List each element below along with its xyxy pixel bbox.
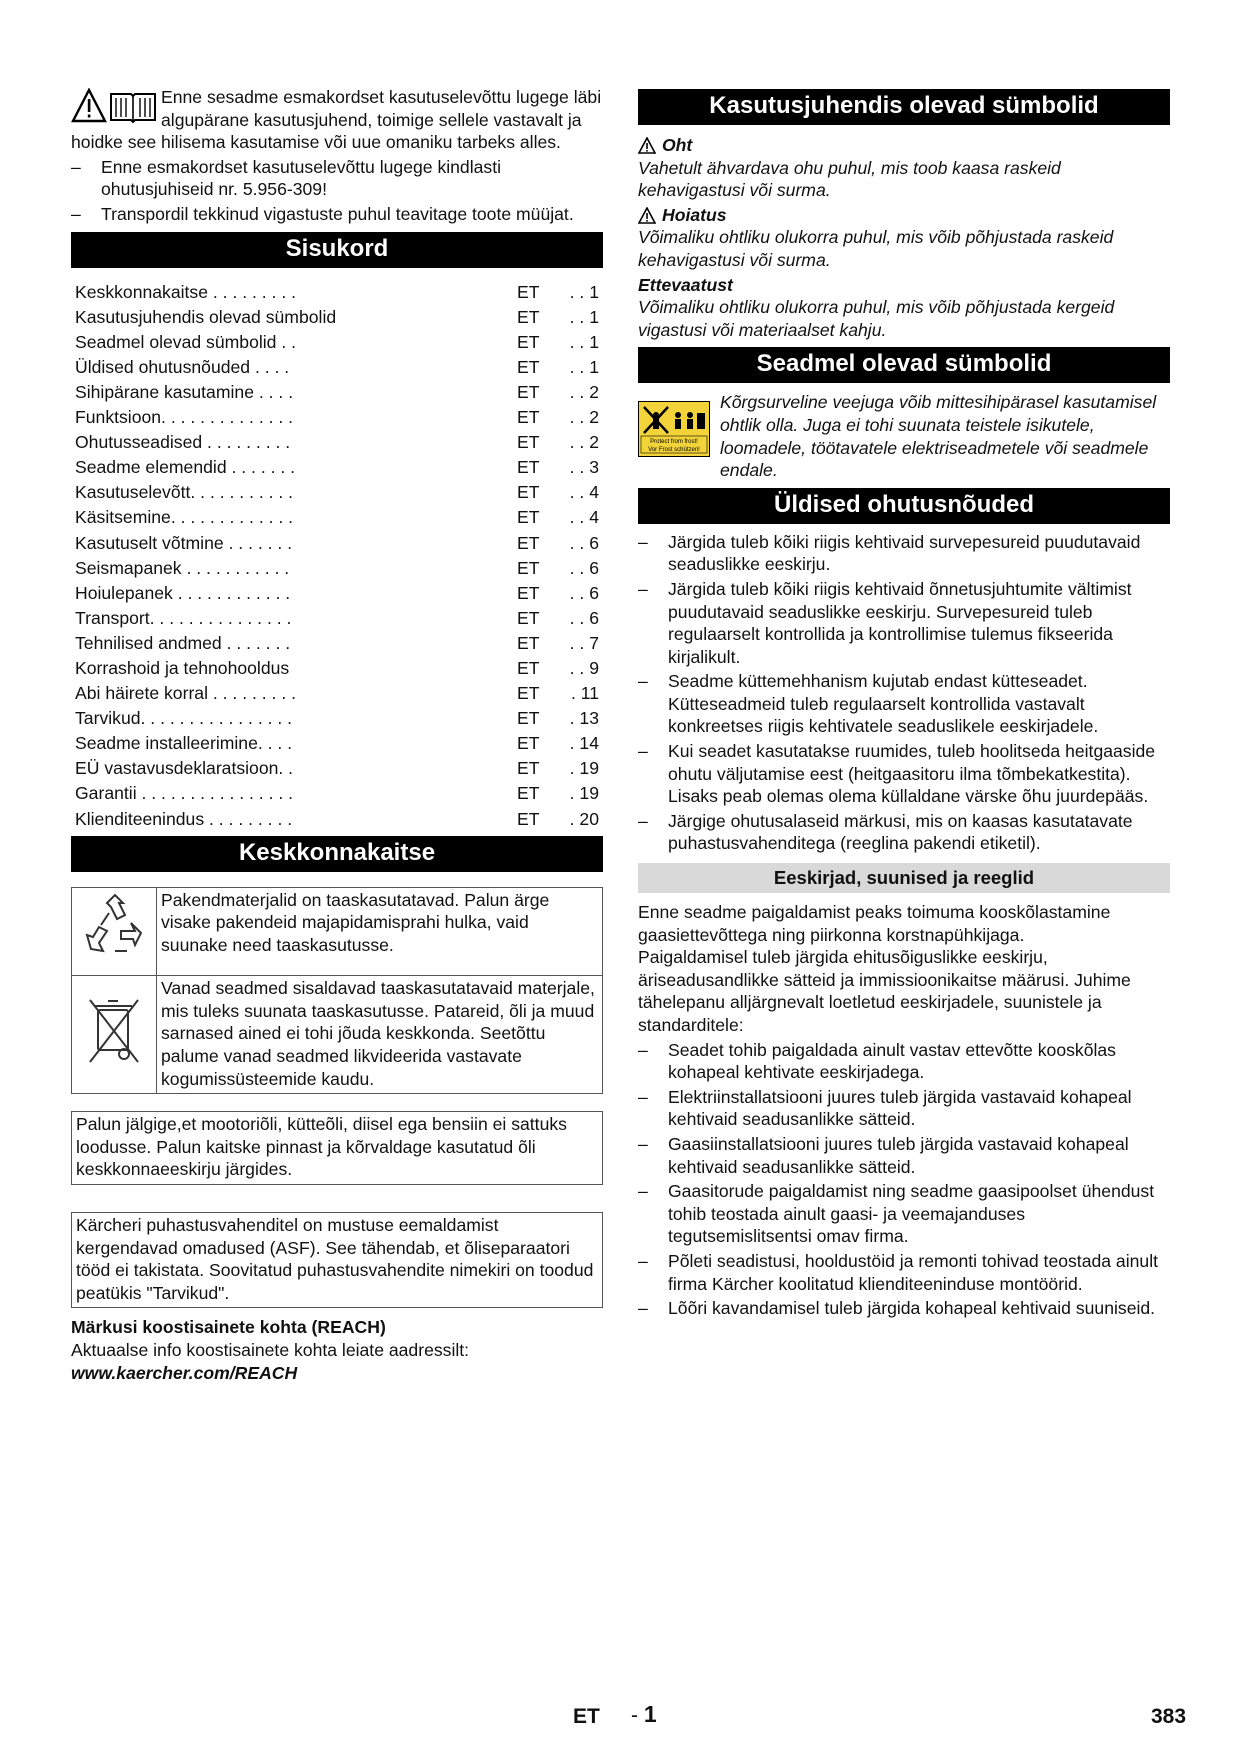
toc-lang: ET: [517, 708, 540, 729]
reach-text: Aktuaalse info koostisainete kohta leiate aadressilt:: [71, 1339, 470, 1360]
toc-row[interactable]: [71, 656, 603, 681]
toc-page: . . 1: [569, 356, 599, 377]
toc-page: . . 3: [569, 457, 599, 478]
regulations-intro-1: Enne seadme paigaldamist peaks toimuma kooskõlastamine gaasiettevõttega ning piirkonna korstnapühkijaga.: [638, 902, 1111, 945]
toc-title: Sihipärane kasutamine . . . .: [75, 381, 294, 402]
regulation-item: – Gaasitorude paigaldamist ning seadme gaasipoolset ühendust tohib teostada ainult gaasi- ja veemajanduses tegutsemislitsentsi omav firma.: [638, 1181, 1155, 1247]
toc-page: . 11: [570, 683, 599, 704]
regulation-item-text: Elektriinstallatsiooni juures tuleb järgida vastavaid kohapeal kehtivaid seadusanlikke sätteid.: [668, 1086, 1132, 1130]
toc-row[interactable]: [71, 631, 603, 656]
toc-row[interactable]: [71, 355, 603, 380]
asf-notice: Kärcheri puhastusvahenditel on mustuse eemaldamist kergendavad omadused (ASF). See tähendab, et õliseparaatori tööd ei takistata. Soovitatud puhastusvahendite nimekiri on toodud peatükis "Tarvikud".: [71, 1212, 603, 1308]
toc-row[interactable]: [71, 505, 603, 530]
safety-item: – Järgida tuleb kõiki riigis kehtivaid õnnetusjuhtumite vältimist puudutavaid seaduslikke eeskirju. Survepesureid tuleb regulaarselt kontrollida ja kontrollimise tulemus fikseerida kirjalikult.: [638, 578, 1132, 667]
toc-row[interactable]: [71, 380, 603, 405]
toc-row[interactable]: [71, 455, 603, 480]
toc-page: . . 9: [569, 657, 599, 678]
toc-title: Seadme installeerimine. . . .: [75, 733, 293, 754]
toc-page: . . 2: [569, 432, 599, 453]
toc-title: Ohutusseadised . . . . . . . . .: [75, 432, 291, 453]
toc-lang: ET: [517, 657, 540, 678]
regulation-item: – Põleti seadistusi, hooldustöid ja remonti tohivad teostada ainult firma Kärcher koolitatud klienditeeninduse montöörid.: [638, 1250, 1158, 1294]
toc-row[interactable]: [71, 681, 603, 706]
toc-lang: ET: [517, 557, 540, 578]
toc-page: . . 2: [569, 381, 599, 402]
toc-row[interactable]: [71, 581, 603, 606]
toc-row[interactable]: [71, 430, 603, 455]
toc-row[interactable]: [71, 405, 603, 430]
warning-title-text: Hoiatus: [662, 204, 727, 225]
intro-bullet: – Enne esmakordset kasutuselevõttu lugege kindlasti ohutusjuhiseid nr. 5.956-309!: [71, 156, 502, 200]
toc-row[interactable]: [71, 606, 603, 631]
safety-item-text: Kui seadet kasutatakse ruumides, tuleb hoolitseda heitgaaside ohutu väljutamise eest (heitgaasitoru ilma tõmbekatkestita). Lisaks peab olemas olema küllaldane värske õhu juurdepääs.: [668, 741, 1156, 807]
toc-title: Seadme elemendid . . . . . . .: [75, 457, 296, 478]
intro-bullet: – Transpordil tekkinud vigastuste puhul teavitage toote müüjat.: [71, 203, 574, 224]
toc-page: . 20: [569, 808, 599, 829]
footer-section-page: [631, 1703, 657, 1728]
footer-language: ET: [573, 1705, 600, 1728]
toc-lang: ET: [517, 607, 540, 628]
toc-page: . . 6: [569, 607, 599, 628]
regulation-item: – Elektriinstallatsiooni juures tuleb järgida vastavaid kohapeal kehtivaid seadusanlikke sätteid.: [638, 1086, 1132, 1130]
toc-title: Transport. . . . . . . . . . . . . . .: [75, 607, 292, 628]
device-symbol-row: [638, 391, 1170, 481]
recycle-cell: [72, 887, 157, 976]
toc-page: . . 4: [569, 507, 599, 528]
regulation-item-text: Gaasitorude paigaldamist ning seadme gaasipoolset ühendust tohib teostada ainult gaasi- ja veemajanduses tegutsemislitsentsi omav firma.: [668, 1181, 1155, 1247]
regulation-item-text: Põleti seadistusi, hooldustöid ja remonti tohivad teostada ainult firma Kärcher koolitatud klienditeeninduse montöörid.: [668, 1250, 1158, 1294]
toc-page: . . 6: [569, 582, 599, 603]
toc-lang: ET: [517, 758, 540, 779]
intro-bullet-text: Transpordil tekkinud vigastuste puhul teavitage toote müüjat.: [101, 203, 574, 224]
toc-title: Käsitsemine. . . . . . . . . . . . .: [75, 507, 294, 528]
device-label: [638, 391, 710, 481]
safety-item-text: Järgige ohutusalaseid märkusi, mis on kaasas kasutatavate puhastusvahenditega (reeglina pakendi etiketil).: [668, 810, 1133, 854]
weee-cell: [72, 976, 157, 1094]
warning-text: Võimaliku ohtliku olukorra puhul, mis võib põhjustada raskeid kehavigastusi või surma.: [638, 227, 1114, 270]
toc-title: Tehnilised andmed . . . . . . .: [75, 632, 291, 653]
footer-page-number: 383: [1151, 1705, 1187, 1728]
table-of-contents: [71, 280, 603, 832]
safety-item: – Järgige ohutusalaseid märkusi, mis on kaasas kasutatavate puhastusvahenditega (reeglina pakendi etiketil).: [638, 810, 1133, 854]
toc-row[interactable]: [71, 305, 603, 330]
toc-page: . 19: [569, 783, 599, 804]
toc-lang: ET: [517, 482, 540, 503]
toc-row[interactable]: [71, 706, 603, 731]
regulation-item: – Gaasiinstallatsiooni juures tuleb järgida vastavaid kohapeal kehtivaid seadusanlikke sätteid.: [638, 1133, 1129, 1177]
toc-lang: ET: [517, 808, 540, 829]
toc-title: Klienditeenindus . . . . . . . . .: [75, 808, 293, 829]
toc-lang: ET: [517, 783, 540, 804]
toc-page: . . 6: [569, 557, 599, 578]
symbols-manual-heading: Kasutusjuhendis olevad sümbolid: [638, 89, 1170, 125]
toc-title: Keskkonnakaitse . . . . . . . . .: [75, 281, 296, 302]
caution-text: Võimaliku ohtliku olukorra puhul, mis võib põhjustada kergeid vigastusi või materiaalset kahju.: [638, 297, 1115, 340]
toc-title: Seadmel olevad sümbolid . .: [75, 331, 297, 352]
safety-item: – Kui seadet kasutatakse ruumides, tuleb hoolitseda heitgaaside ohutu väljutamise eest (heitgaasitoru ilma tõmbekatkestita). Lisaks peab olemas olema küllaldane värske õhu juurdepääs.: [638, 741, 1156, 807]
toc-title: Kasutusjuhendis olevad sümbolid: [75, 306, 337, 327]
safety-item-text: Seadme küttemehhanism kujutab endast kütteseadet. Kütteseadmeid tuleb regulaarselt kontrollida vastavalt konkreetses riigis kehtivatele seaduslikele eeskirjadele.: [668, 671, 1099, 737]
toc-title: EÜ vastavusdeklaratsioon. .: [75, 758, 294, 779]
toc-row[interactable]: [71, 330, 603, 355]
intro-block: [71, 86, 603, 226]
intro-bullet-text: Enne esmakordset kasutuselevõttu lugege kindlasti ohutusjuhiseid nr. 5.956-309!: [101, 156, 502, 200]
toc-lang: ET: [517, 683, 540, 704]
toc-page: . . 2: [569, 407, 599, 428]
toc-title: Seismapanek . . . . . . . . . . .: [75, 557, 290, 578]
toc-lang: ET: [517, 432, 540, 453]
regulations-intro-2: Paigaldamisel tuleb järgida ehitusõiguslikke eeskirju, äriseadusandlikke sätteid ja immissioonikaitse määrusi. Juhime tähelepanu alljärgnevalt loetletud eeskirjadele, suunistele ja standarditele:: [638, 947, 1131, 1035]
high-pressure-warning-icon: [638, 401, 710, 457]
label-line-2: Vor Frost schützen!: [648, 447, 700, 454]
toc-page: . 14: [569, 733, 599, 754]
warning-triangle-icon: [638, 207, 656, 224]
recycle-text: Pakendmaterjalid on taaskasutatavad. Palun ärge visake pakendeid majapidamisprahi hulka, vaid suunake need taaskasutusse.: [157, 887, 603, 976]
regulations-list: [638, 1039, 1170, 1320]
toc-lang: ET: [517, 331, 540, 352]
toc-lang: ET: [517, 632, 540, 653]
safety-heading: Üldised ohutusnõuded: [638, 488, 1170, 524]
safety-item-text: Järgida tuleb kõiki riigis kehtivaid survepesureid puudutavaid seaduslikke eeskirju.: [668, 531, 1141, 575]
toc-title: Kasutuselt võtmine . . . . . . .: [75, 532, 293, 553]
toc-row[interactable]: [71, 280, 603, 305]
weee-text: Vanad seadmed sisaldavad taaskasutatavaid materjale, mis tuleks suunata taaskasutusse. Patareid, õli ja muud sarnased ained ei tohi jõuda keskkonda. Seetõttu palume vanad seadmed likvideerida vastavate kogumissüsteemide kaudu.: [157, 976, 603, 1094]
toc-lang: ET: [517, 532, 540, 553]
toc-row[interactable]: [71, 731, 603, 756]
regulation-item-text: Gaasiinstallatsiooni juures tuleb järgida vastavaid kohapeal kehtivaid seadusanlikke sätteid.: [668, 1133, 1129, 1177]
toc-row[interactable]: [71, 556, 603, 581]
toc-lang: ET: [517, 582, 540, 603]
toc-title: Abi häirete korral . . . . . . . . .: [75, 683, 296, 704]
warning-triangle-icon: [638, 137, 656, 154]
toc-page: . . 1: [569, 306, 599, 327]
toc-title: Funktsioon. . . . . . . . . . . . . .: [75, 407, 294, 428]
safety-item-text: Järgida tuleb kõiki riigis kehtivaid õnnetusjuhtumite vältimist puudutavaid seaduslikke eeskirju. Survepesureid tuleb regulaarselt kontrollida ja kontrollimise tulemus fikseerida kirjalikult.: [668, 578, 1132, 667]
safety-item: – Seadme küttemehhanism kujutab endast kütteseadet. Kütteseadmeid tuleb regulaarselt kontrollida vastavalt konkreetses riigis kehtivatele seaduslikele eeskirjadele.: [638, 671, 1099, 737]
regulation-item-text: Seadet tohib paigaldada ainult vastav ettevõtte kooskõlas kohapeal kehtivate eeskirjadega.: [668, 1039, 1116, 1083]
warning-title: [638, 204, 1170, 227]
warning-manual-icon: [71, 88, 157, 124]
symbols-device-heading: Seadmel olevad sümbolid: [638, 347, 1170, 383]
toc-page: . 13: [569, 708, 599, 729]
regulation-item: – Seadet tohib paigaldada ainult vastav ettevõtte kooskõlas kohapeal kehtivate eeskirjadega.: [638, 1039, 1116, 1083]
toc-row[interactable]: [71, 480, 603, 505]
toc-page: . . 1: [569, 331, 599, 352]
left-column: [71, 86, 603, 1384]
toc-lang: ET: [517, 281, 540, 302]
right-column: [638, 89, 1170, 1320]
regulation-item: – Lõõri kavandamisel tuleb järgida kohapeal kehtivaid suuniseid.: [638, 1298, 1156, 1319]
label-line-1: Protect from frost!: [650, 439, 698, 446]
toc-row[interactable]: [71, 531, 603, 556]
toc-page: . 19: [569, 758, 599, 779]
caution-title: Ettevaatust: [638, 274, 733, 295]
footer-section-number: 1: [643, 1701, 657, 1727]
device-symbol-text: Kõrgsurveline veejuga võib mittesihipärasel kasutamisel ohtlik olla. Juga ei tohi suunata teistele isikutele, loomadele, töötavatele elektriseadmetele või seadmele endale.: [720, 392, 1157, 481]
danger-title-text: Oht: [662, 135, 693, 155]
toc-title: Tarvikud. . . . . . . . . . . . . . . .: [75, 708, 293, 729]
recycle-icon: [79, 889, 149, 969]
toc-title: Garantii . . . . . . . . . . . . . . . .: [75, 783, 294, 804]
toc-row[interactable]: [71, 756, 603, 781]
toc-row[interactable]: [71, 781, 603, 806]
environment-heading: Keskkonnakaitse: [71, 836, 603, 872]
toc-heading: Sisukord: [71, 232, 603, 268]
intro-text: Enne sesadme esmakordset kasutuselevõttu lugege läbi algupärane kasutusjuhend, toimige sellele vastavalt ja hoidke see hilisema kasutamise või uue omaniku tarbeks alles.: [71, 87, 602, 153]
oil-notice: Palun jälgige,et mootoriõli, kütteõli, diisel ega bensiin ei sattuks loodusse. Palun kaitske pinnast ja kõrvaldage kasutatud õli keskkonnaeeskirju järgides.: [71, 1111, 603, 1185]
toc-lang: ET: [517, 356, 540, 377]
safety-item: – Järgida tuleb kõiki riigis kehtivaid survepesureid puudutavaid seaduslikke eeskirju.: [638, 531, 1141, 575]
toc-lang: ET: [517, 381, 540, 402]
danger-title: [638, 134, 1170, 157]
reach-link[interactable]: www.kaercher.com/REACH: [71, 1362, 298, 1383]
toc-lang: ET: [517, 457, 540, 478]
footer-section-prefix: -: [631, 1704, 644, 1727]
toc-page: . . 7: [569, 632, 599, 653]
toc-title: Üldised ohutusnõuded . . . .: [75, 356, 290, 377]
toc-row[interactable]: [71, 807, 603, 832]
toc-page: . . 6: [569, 532, 599, 553]
crossed-bin-icon: [84, 992, 144, 1072]
environment-table: [71, 887, 603, 1095]
reach-title: Märkusi koostisainete kohta (REACH): [71, 1317, 386, 1338]
toc-title: Korrashoid ja tehnohooldus: [75, 657, 290, 678]
safety-list: [638, 531, 1170, 855]
regulation-item-text: Lõõri kavandamisel tuleb järgida kohapeal kehtivaid suuniseid.: [668, 1298, 1156, 1319]
danger-text: Vahetult ähvardava ohu puhul, mis toob kaasa raskeid kehavigastusi või surma.: [638, 157, 1061, 201]
toc-title: Hoiulepanek . . . . . . . . . . . .: [75, 582, 291, 603]
toc-lang: ET: [517, 507, 540, 528]
toc-page: . . 4: [569, 482, 599, 503]
toc-lang: ET: [517, 306, 540, 327]
toc-lang: ET: [517, 733, 540, 754]
toc-page: . . 1: [569, 281, 599, 302]
toc-title: Kasutuselevõtt. . . . . . . . . . .: [75, 482, 294, 503]
regulations-heading: Eeskirjad, suunised ja reeglid: [638, 863, 1170, 893]
toc-lang: ET: [517, 407, 540, 428]
